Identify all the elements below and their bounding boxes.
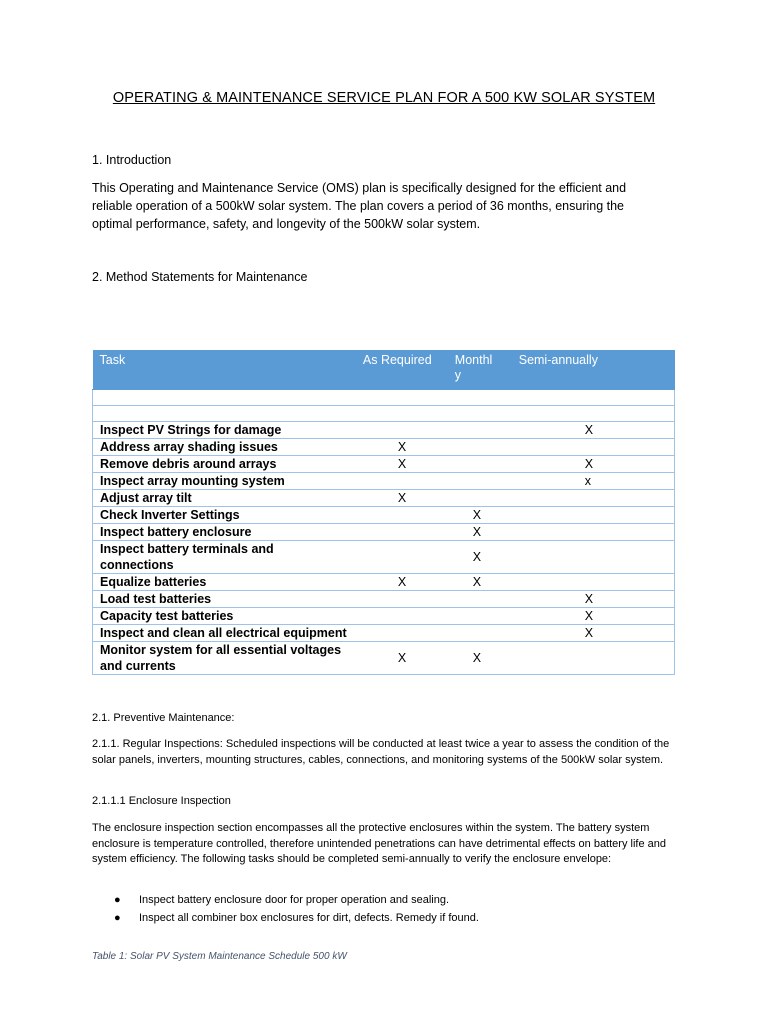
introduction-heading: 1. Introduction (92, 153, 172, 167)
as-required-cell (356, 541, 448, 574)
table-row (93, 642, 675, 675)
semi-annually-cell: X (512, 422, 675, 439)
task-cell: Inspect PV Strings for damage (93, 422, 356, 439)
monthly-cell: X (448, 507, 512, 524)
monthly-cell: X (448, 642, 512, 675)
monthly-cell (448, 490, 512, 507)
table-row (93, 625, 675, 642)
header-monthly: Monthl y (448, 351, 512, 390)
table-row (93, 541, 675, 574)
table-row-empty (93, 406, 675, 422)
task-cell: Load test batteries (93, 591, 356, 608)
header-semi-annually: Semi-annually (512, 351, 675, 390)
bullet-icon: ● (114, 912, 121, 924)
task-cell: Equalize batteries (93, 574, 356, 591)
task-cell: Remove debris around arrays (93, 456, 356, 473)
table-header-row (93, 351, 675, 390)
preventive-maintenance-heading: 2.1. Preventive Maintenance: (92, 712, 235, 724)
table-row (93, 524, 675, 541)
bullet-icon: ● (114, 894, 121, 906)
list-item-text: Inspect all combiner box enclosures for dirt, defects. Remedy if found. (139, 912, 479, 924)
header-task: Task (93, 351, 356, 390)
monthly-cell: X (448, 541, 512, 574)
maintenance-schedule-table (92, 350, 675, 675)
as-required-cell (356, 524, 448, 541)
table-row (93, 591, 675, 608)
table-row (93, 422, 675, 439)
semi-annually-cell: X (512, 591, 675, 608)
enclosure-inspection-heading: 2.1.1.1 Enclosure Inspection (92, 795, 231, 807)
method-statements-heading: 2. Method Statements for Maintenance (92, 270, 308, 284)
semi-annually-cell (512, 642, 675, 675)
table-row (93, 507, 675, 524)
monthly-cell (448, 625, 512, 642)
as-required-cell (356, 422, 448, 439)
monthly-cell (448, 422, 512, 439)
as-required-cell (356, 625, 448, 642)
as-required-cell: X (356, 490, 448, 507)
table-row (93, 473, 675, 490)
as-required-cell (356, 591, 448, 608)
header-as-required: As Required (356, 351, 448, 390)
semi-annually-cell: x (512, 473, 675, 490)
semi-annually-cell (512, 490, 675, 507)
semi-annually-cell (512, 541, 675, 574)
task-cell: Monitor system for all essential voltages and currents (93, 642, 356, 675)
table-row (93, 608, 675, 625)
monthly-cell (448, 591, 512, 608)
semi-annually-cell (512, 439, 675, 456)
monthly-cell (448, 439, 512, 456)
as-required-cell (356, 473, 448, 490)
list-item (92, 911, 676, 929)
task-cell: Check Inverter Settings (93, 507, 356, 524)
list-item-text: Inspect battery enclosure door for proper operation and sealing. (139, 894, 450, 906)
table-row (93, 439, 675, 456)
enclosure-inspection-paragraph: The enclosure inspection section encompasses all the protective enclosures within the system. The battery system enclosure is temperature controlled, therefore unintended penetrations can have detrimental effects on battery life and system efficiency. The following tasks should be completed semi-annually to verify the enclosure envelope: (92, 822, 666, 865)
monthly-cell (448, 608, 512, 625)
enclosure-task-list (92, 893, 676, 929)
task-cell: Inspect and clean all electrical equipment (93, 625, 356, 642)
monthly-cell: X (448, 524, 512, 541)
table-row (93, 574, 675, 591)
monthly-cell: X (448, 574, 512, 591)
semi-annually-cell (512, 524, 675, 541)
introduction-paragraph: This Operating and Maintenance Service (OMS) plan is specifically designed for the efficient and reliable operation of a 500kW solar system. The plan covers a period of 36 months, ensuring the optimal performance, safety, and longevity of the 500kW solar system. (92, 181, 627, 231)
as-required-cell: X (356, 642, 448, 675)
semi-annually-cell: X (512, 456, 675, 473)
semi-annually-cell (512, 507, 675, 524)
table-caption: Table 1: Solar PV System Maintenance Schedule 500 kW (92, 951, 347, 962)
table-row-empty (93, 390, 675, 406)
regular-inspections-paragraph: 2.1.1. Regular Inspections: Scheduled inspections will be conducted at least twice a year to assess the condition of the solar panels, inverters, mounting structures, cables, connections, and monitoring systems of the 500kW solar system. (92, 738, 670, 766)
as-required-cell: X (356, 439, 448, 456)
document-title: OPERATING & MAINTENANCE SERVICE PLAN FOR A 500 KW SOLAR SYSTEM (112, 90, 656, 106)
semi-annually-cell: X (512, 608, 675, 625)
monthly-cell (448, 456, 512, 473)
table-row (93, 456, 675, 473)
semi-annually-cell (512, 574, 675, 591)
task-cell: Capacity test batteries (93, 608, 356, 625)
monthly-cell (448, 473, 512, 490)
as-required-cell (356, 507, 448, 524)
as-required-cell: X (356, 574, 448, 591)
task-cell: Inspect battery terminals and connections (93, 541, 356, 574)
task-cell: Inspect battery enclosure (93, 524, 356, 541)
task-cell: Inspect array mounting system (93, 473, 356, 490)
task-cell: Address array shading issues (93, 439, 356, 456)
as-required-cell: X (356, 456, 448, 473)
task-cell: Adjust array tilt (93, 490, 356, 507)
list-item (92, 893, 676, 911)
table-row (93, 490, 675, 507)
semi-annually-cell: X (512, 625, 675, 642)
as-required-cell (356, 608, 448, 625)
